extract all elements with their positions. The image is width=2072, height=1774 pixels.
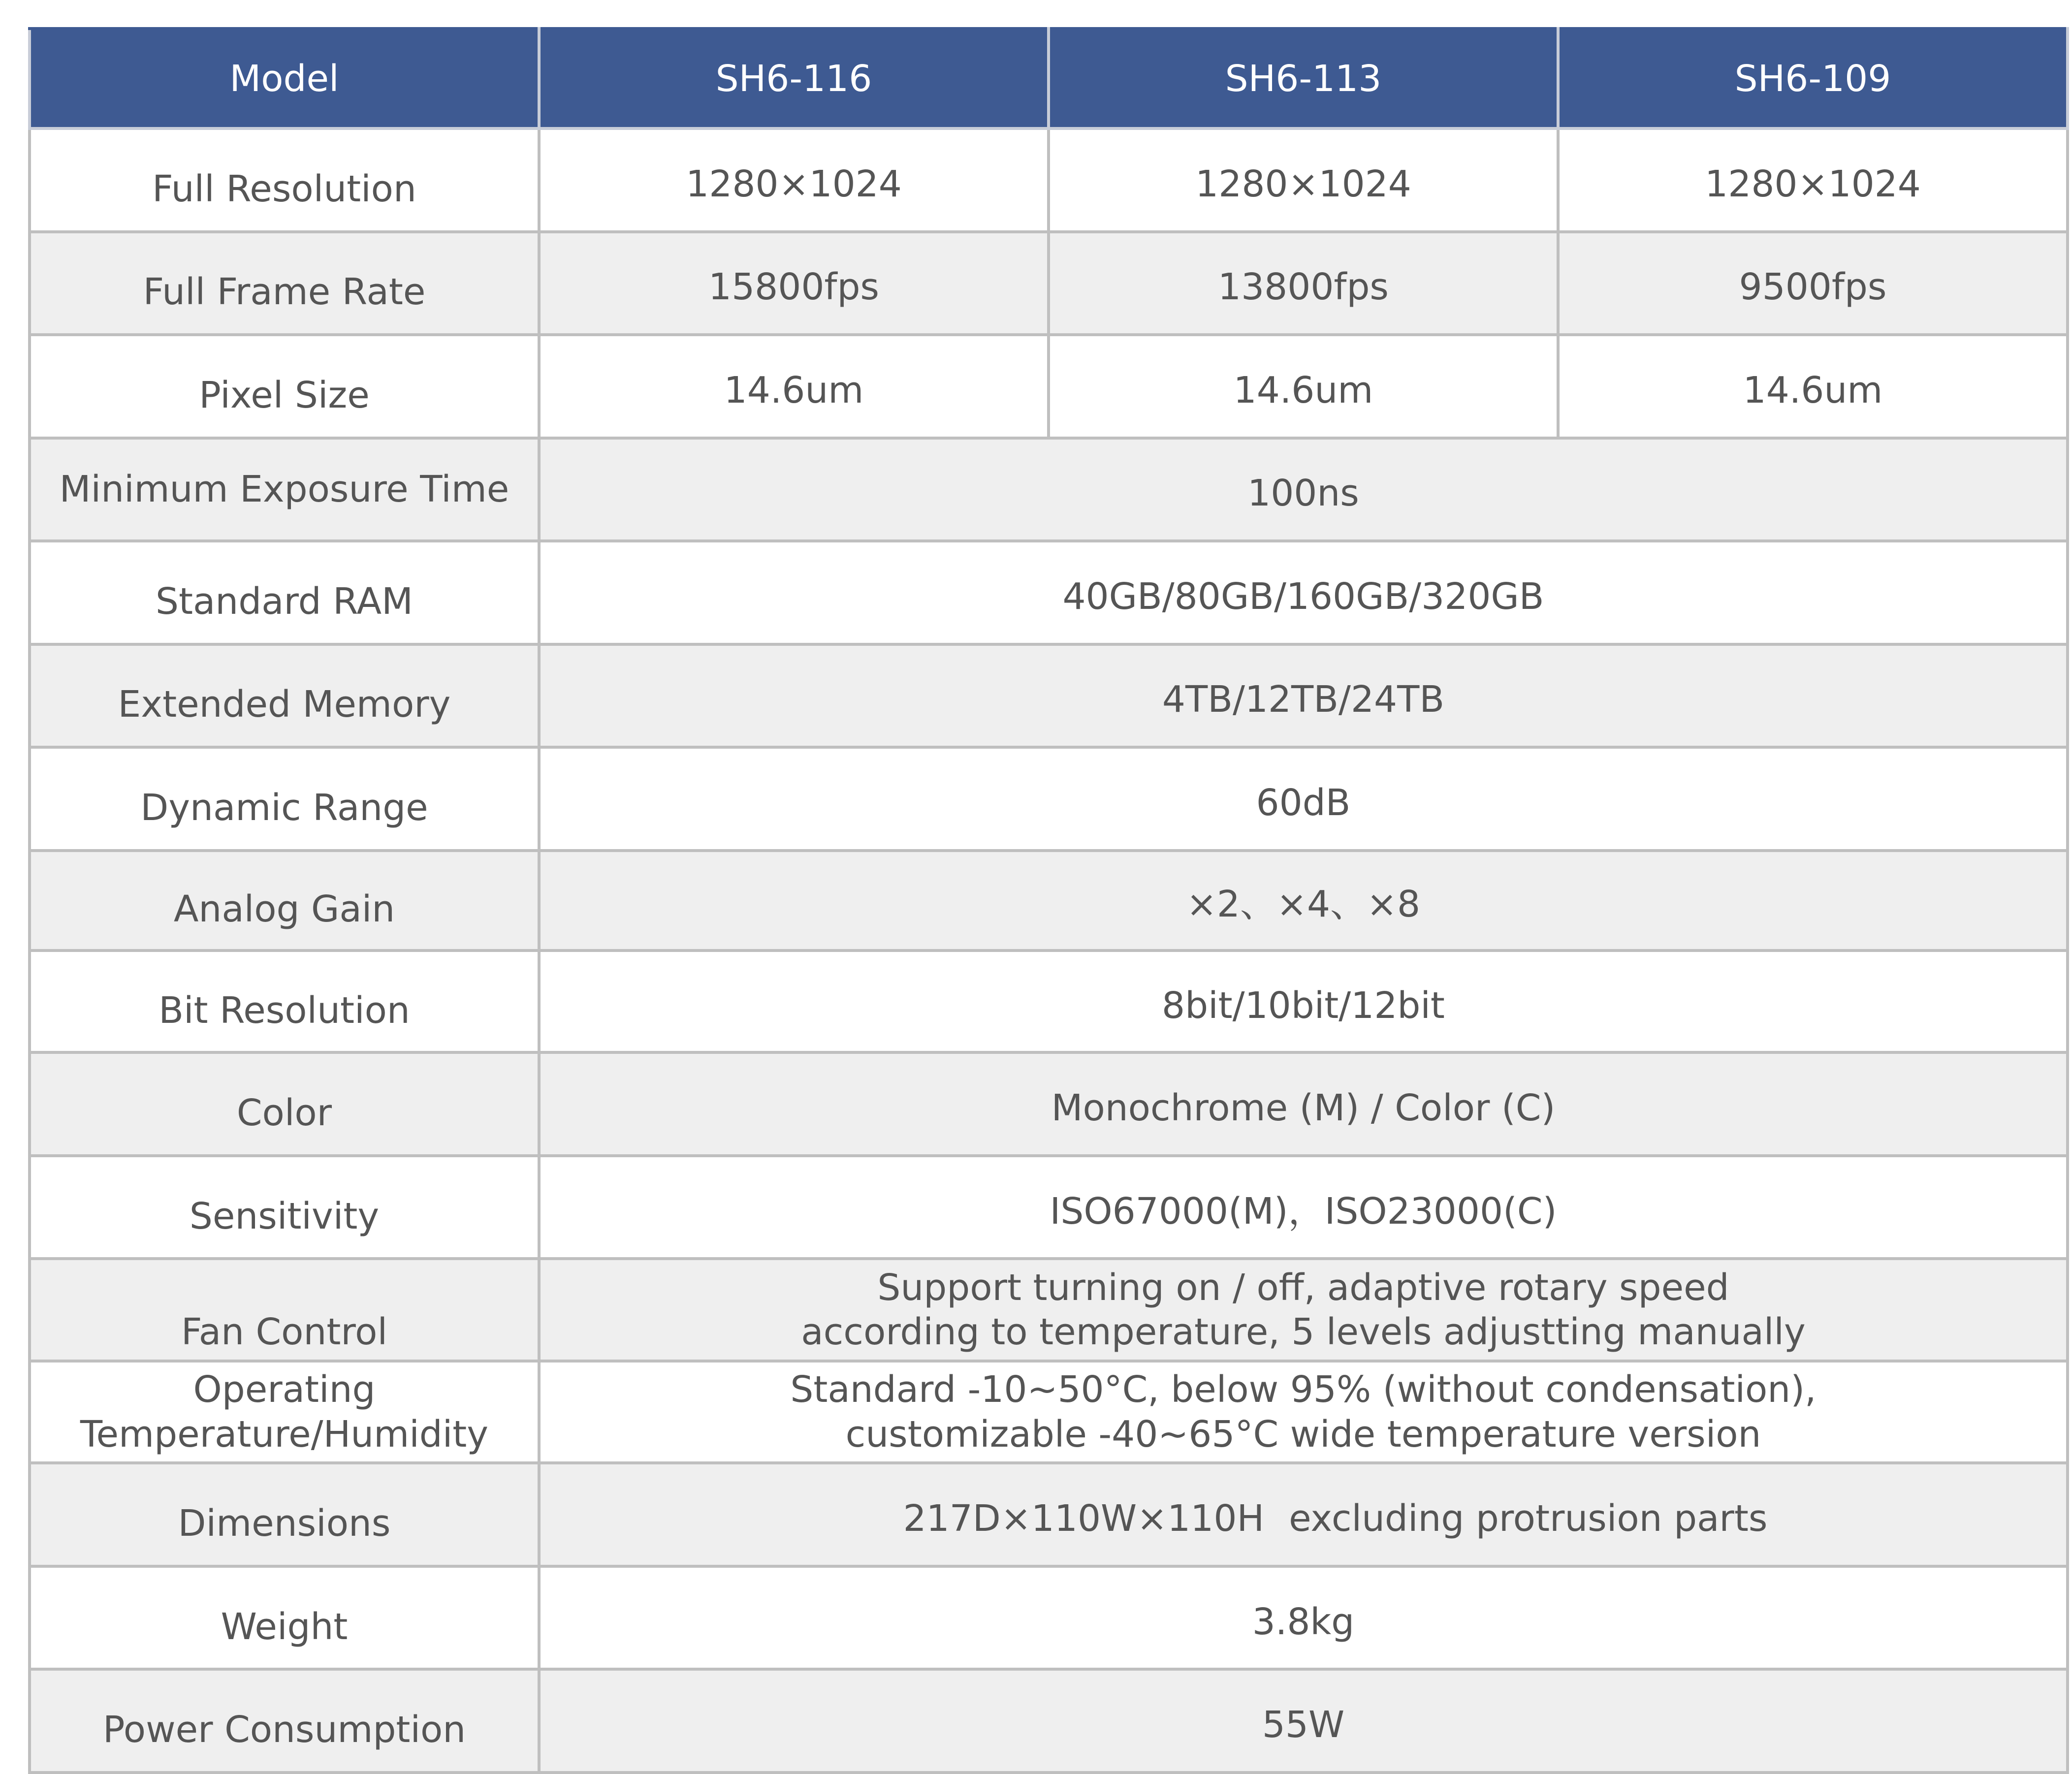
- table-row-full-resolution: [30, 128, 2068, 232]
- row-value: Monochrome (M) / Color (C): [539, 1052, 2068, 1156]
- table-row-analog-gain: [30, 851, 2068, 950]
- row-value: 3.8kg: [539, 1566, 2068, 1670]
- header-model-sh6-109: SH6-109: [1558, 29, 2068, 128]
- table-row-color: [30, 1052, 2068, 1156]
- table-row-extended-memory: [30, 644, 2068, 748]
- row-value: 1280×1024: [1049, 128, 1558, 232]
- row-label: Dynamic Range: [30, 747, 539, 851]
- header-row: [30, 29, 2068, 128]
- table-row-standard-ram: [30, 541, 2068, 644]
- row-value: 14.6um: [1558, 335, 2068, 438]
- row-label: Bit Resolution: [30, 950, 539, 1052]
- row-value: 9500fps: [1558, 232, 2068, 335]
- row-value: 1280×1024: [1558, 128, 2068, 232]
- dimensions-note: excluding protrusion parts: [1289, 1497, 1768, 1540]
- operating-value-line-2: customizable -40~65°C wide temperature version: [845, 1413, 1761, 1456]
- table-row-minimum-exposure-time: [30, 438, 2068, 541]
- row-value: 14.6um: [539, 335, 1049, 438]
- header-model-sh6-113: SH6-113: [1049, 29, 1558, 128]
- row-label: Full Frame Rate: [30, 232, 539, 335]
- row-value: 40GB/80GB/160GB/320GB: [539, 541, 2068, 644]
- row-label: Sensitivity: [30, 1156, 539, 1259]
- fan-control-line-1: Support turning on / off, adaptive rotary speed: [877, 1266, 1729, 1309]
- dimensions-size: 217D×110W×110H: [903, 1497, 1265, 1540]
- row-label: Power Consumption: [30, 1669, 539, 1773]
- row-value: [539, 1361, 2068, 1463]
- table-row-fan-control: [30, 1259, 2068, 1361]
- row-value: 60dB: [539, 747, 2068, 851]
- row-value: ×2、×4、×8: [539, 851, 2068, 950]
- row-label: Analog Gain: [30, 851, 539, 950]
- row-value: [539, 1259, 2068, 1361]
- row-label: Fan Control: [30, 1259, 539, 1361]
- row-label: Weight: [30, 1566, 539, 1670]
- row-label: Dimensions: [30, 1463, 539, 1566]
- header-model-sh6-116: SH6-116: [539, 29, 1049, 128]
- row-label: Full Resolution: [30, 128, 539, 232]
- table-row-sensitivity: [30, 1156, 2068, 1259]
- row-value: 4TB/12TB/24TB: [539, 644, 2068, 748]
- row-label: Extended Memory: [30, 644, 539, 748]
- table-row-weight: [30, 1566, 2068, 1670]
- row-value: 100ns: [539, 438, 2068, 541]
- fan-control-line-2: according to temperature, 5 levels adjustting manually: [801, 1311, 1806, 1354]
- table-row-dimensions: [30, 1463, 2068, 1566]
- row-label: [30, 1361, 539, 1463]
- row-value: 15800fps: [539, 232, 1049, 335]
- row-value: 55W: [539, 1669, 2068, 1773]
- header-model-label: Model: [30, 29, 539, 128]
- row-value: 14.6um: [1049, 335, 1558, 438]
- operating-label-line-2: Temperature/Humidity: [80, 1413, 489, 1456]
- table-row-operating-temperature: [30, 1361, 2068, 1463]
- table-row-dynamic-range: [30, 747, 2068, 851]
- spec-table: [28, 27, 2069, 1774]
- row-label: Standard RAM: [30, 541, 539, 644]
- table-row-full-frame-rate: [30, 232, 2068, 335]
- row-value: ISO67000(M)，ISO23000(C): [539, 1156, 2068, 1259]
- table-row-power-consumption: [30, 1669, 2068, 1773]
- operating-label-line-1: Operating: [193, 1368, 376, 1411]
- row-value: 1280×1024: [539, 128, 1049, 232]
- row-label: Pixel Size: [30, 335, 539, 438]
- table-row-pixel-size: [30, 335, 2068, 438]
- operating-value-line-1: Standard -10~50°C, below 95% (without condensation),: [790, 1368, 1817, 1411]
- row-value: [539, 1463, 2068, 1566]
- row-label: Minimum Exposure Time: [30, 438, 539, 541]
- row-label: Color: [30, 1052, 539, 1156]
- row-value: 13800fps: [1049, 232, 1558, 335]
- row-value: 8bit/10bit/12bit: [539, 950, 2068, 1052]
- table-row-bit-resolution: [30, 950, 2068, 1052]
